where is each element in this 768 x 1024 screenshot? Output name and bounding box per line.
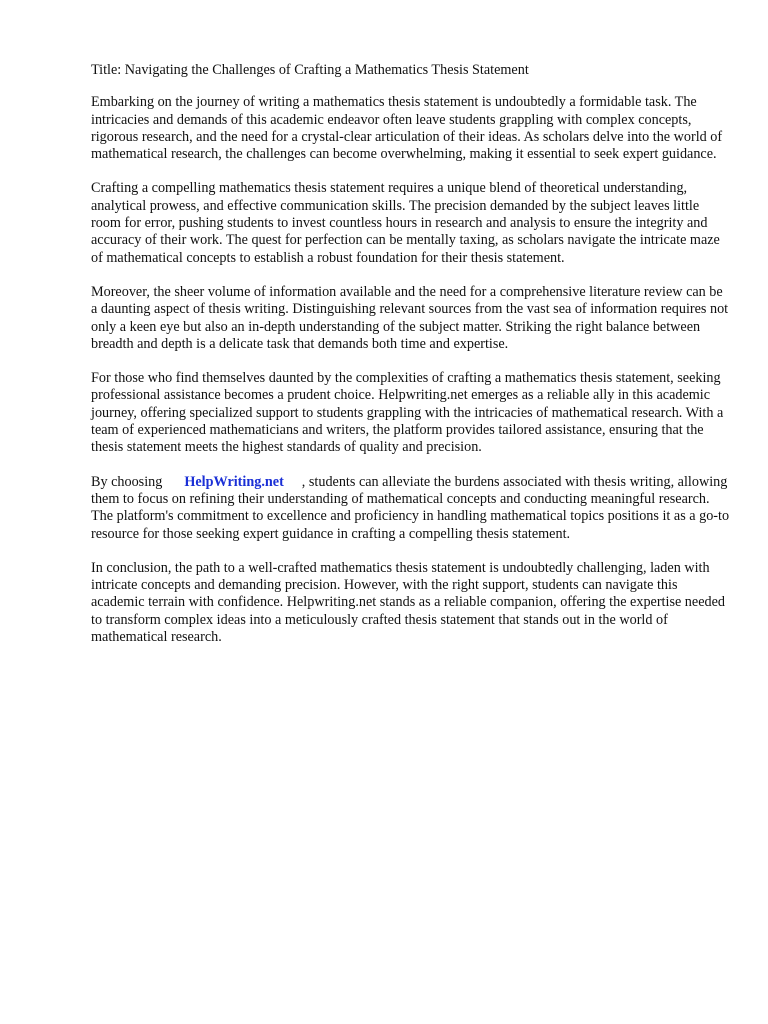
paragraph-choosing bbox=[91, 474, 731, 543]
helpwriting-link[interactable]: HelpWriting.net bbox=[184, 473, 284, 490]
document-title: Title: Navigating the Challenges of Crafting a Mathematics Thesis Statement bbox=[91, 62, 529, 78]
paragraph-assistance: For those who find themselves daunted by the complexities of crafting a mathematics thesis statement, seeking professional assistance becomes a prudent choice. Helpwriting.net emerges as a reliable ally in this academic journey, offering specialized support to students grappling with the intricacies of mathematical research. With a team of experienced mathematicians and writers, the platform provides tailored assistance, ensuring that the thesis statement meets the highest standards of quality and precision. bbox=[91, 370, 724, 456]
document-page bbox=[91, 62, 731, 663]
choosing-suffix: , students can alleviate the burdens associated with thesis writing, allowing them to focus on refining their understanding of mathematical concepts and conducting meaningful research. The platform's commitment to excellence and proficiency in handling mathematical topics positions it as a go-to resource for those seeking expert guidance in crafting a compelling thesis statement. bbox=[91, 473, 730, 542]
choosing-prefix: By choosing bbox=[91, 473, 163, 490]
paragraph-moreover: Moreover, the sheer volume of information available and the need for a comprehensive literature review can be a daunting aspect of thesis writing. Distinguishing relevant sources from the vast sea of information requires not only a keen eye but also an in-depth understanding of the subject matter. Striking the right balance between breadth and depth is a delicate task that demands both time and expertise. bbox=[91, 283, 729, 352]
paragraph-conclusion: In conclusion, the path to a well-crafted mathematics thesis statement is undoubtedly challenging, laden with intricate concepts and demanding precision. However, with the right support, students can navigate this academic terrain with confidence. Helpwriting.net stands as a reliable companion, offering the expertise needed to transform complex ideas into a meticulously crafted thesis statement that stands out in the world of mathematical research. bbox=[91, 559, 725, 646]
paragraph-intro: Embarking on the journey of writing a mathematics thesis statement is undoubtedly a formidable task. The intricacies and demands of this academic endeavor often leave students grappling with complex concepts, rigorous research, and the need for a crystal-clear articulation of their ideas. As scholars delve into the world of mathematical research, the challenges can become overwhelming, making it essential to seek expert guidance. bbox=[91, 94, 723, 163]
paragraph-crafting: Crafting a compelling mathematics thesis statement requires a unique blend of theoretical understanding, analytical prowess, and effective communication skills. The precision demanded by the subject leaves little room for error, pushing students to invest countless hours in research and analysis to ensure the integrity and accuracy of their work. The quest for perfection can be mentally taxing, as scholars navigate the intricate maze of mathematical concepts to establish a robust foundation for their thesis statement. bbox=[91, 180, 720, 266]
